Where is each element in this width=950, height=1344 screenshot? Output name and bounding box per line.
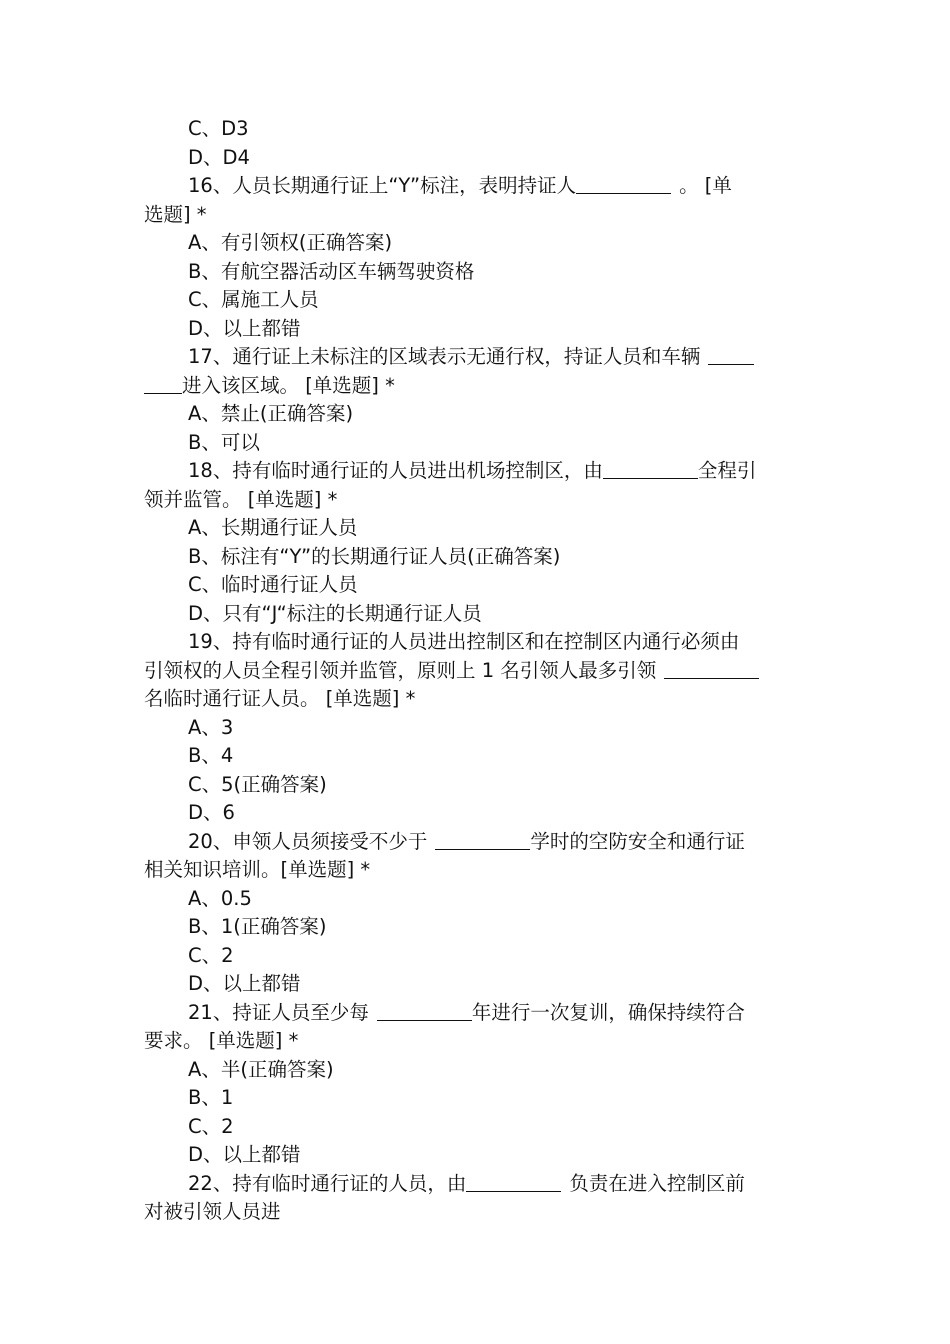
option-a: A、半(正确答案)	[188, 1057, 334, 1081]
answer-blank	[576, 173, 671, 194]
answer-blank	[603, 458, 698, 479]
option-b: B、1	[188, 1086, 234, 1109]
option-d: D、只有“J“标注的长期通行证人员	[188, 601, 482, 625]
option-c: C、属施工人员	[188, 288, 319, 311]
question-21	[144, 999, 808, 1028]
option-d: D、6	[188, 801, 235, 824]
answer-blank	[377, 1000, 472, 1021]
option-c: C、2	[188, 943, 234, 967]
question-text: 全程引	[697, 459, 757, 482]
question-text: 。 [单	[679, 174, 732, 197]
question-22	[144, 1170, 808, 1199]
answer-blank	[144, 373, 182, 394]
option-a: A、禁止(正确答案)	[188, 402, 354, 425]
option-b: B、可以	[188, 430, 260, 454]
answer-blank	[466, 1171, 561, 1192]
answer-blank	[708, 344, 754, 365]
option-b: B、4	[188, 744, 234, 767]
question-22-cont: 对被引领人员进	[144, 1200, 281, 1223]
option-c: C、2	[188, 1114, 234, 1138]
option-a: A、长期通行证人员	[188, 516, 358, 539]
question-16-cont: 选题] *	[144, 202, 207, 226]
question-21-cont: 要求。 [单选题] *	[144, 1029, 299, 1052]
question-text: 20、申领人员须接受不少于	[188, 829, 428, 853]
question-text: 负责在进入控制区前	[569, 1171, 745, 1195]
question-20-cont: 相关知识培训。[单选题] *	[144, 858, 371, 881]
question-20	[144, 828, 808, 857]
option-d: D、以上都错	[188, 1143, 301, 1166]
question-19-cont	[144, 657, 808, 686]
option-d: D、以上都错	[188, 316, 301, 340]
question-19: 19、持有临时通行证的人员进出控制区和在控制区内通行必须由	[188, 630, 740, 653]
question-text: 引领权的人员全程引领并监管，原则上 1 名引领人最多引领	[144, 658, 657, 682]
option-b: B、1(正确答案)	[188, 915, 327, 938]
question-17	[144, 343, 808, 372]
question-text: 学时的空防安全和通行证	[530, 829, 745, 853]
question-18-cont: 领并监管。 [单选题] *	[144, 487, 338, 511]
question-text: 17、通行证上未标注的区域表示无通行权，持证人员和车辆	[188, 345, 701, 368]
option-d: D、D4	[188, 145, 250, 169]
question-text: 22、持有临时通行证的人员，由	[188, 1171, 467, 1195]
option-a: A、3	[188, 715, 234, 739]
question-18	[144, 457, 808, 486]
option-c: C、临时通行证人员	[188, 573, 358, 596]
option-c: C、5(正确答案)	[188, 772, 327, 796]
option-b: B、标注有“Y”的长期通行证人员(正确答案)	[188, 544, 561, 568]
question-text: 18、持有临时通行证的人员进出机场控制区，由	[188, 459, 603, 482]
option-a: A、0.5	[188, 886, 252, 910]
question-text: 年进行一次复训，确保持续符合	[471, 1000, 745, 1024]
option-d: D、以上都错	[188, 972, 301, 995]
question-list	[144, 115, 808, 1227]
question-text: 21、持证人员至少每	[188, 1000, 369, 1024]
question-text: 进入该区域。 [单选题] *	[182, 373, 395, 397]
answer-blank	[664, 658, 759, 679]
question-text: 16、人员长期通行证上“Y”标注，表明持证人	[188, 174, 577, 197]
option-b: B、有航空器活动区车辆驾驶资格	[188, 259, 475, 283]
option-c: C、D3	[188, 117, 249, 140]
answer-blank	[435, 829, 530, 850]
question-16	[144, 172, 808, 201]
question-19-cont2: 名临时通行证人员。 [单选题] *	[144, 687, 416, 710]
question-17-cont	[144, 372, 808, 401]
option-a: A、有引领权(正确答案)	[188, 231, 393, 254]
